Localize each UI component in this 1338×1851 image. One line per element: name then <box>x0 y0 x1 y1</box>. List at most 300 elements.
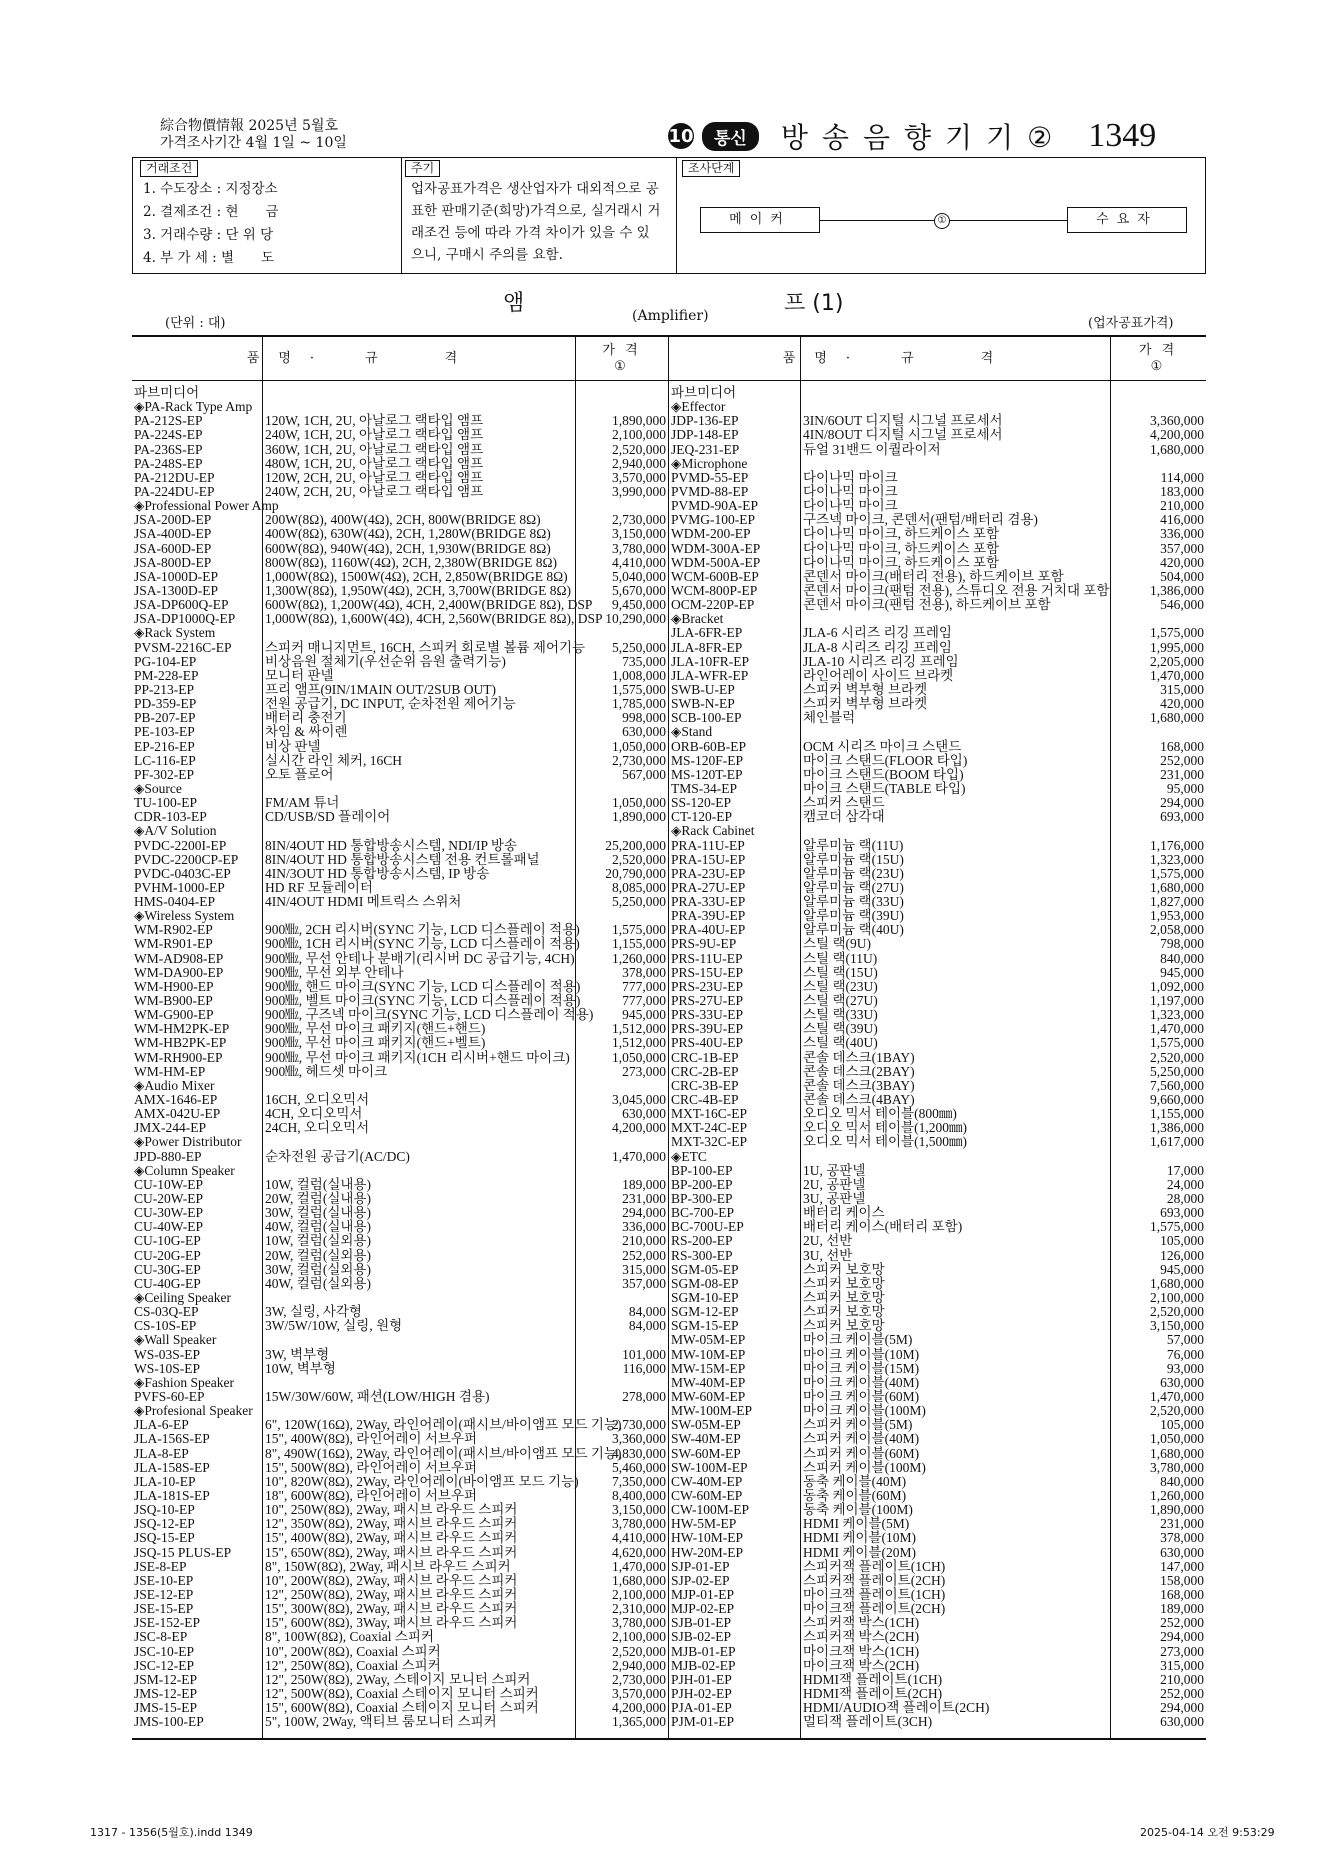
spec-cell: 마이크 케이블(60M) <box>803 1388 920 1404</box>
table-row <box>132 1178 668 1192</box>
category-row <box>669 824 1206 838</box>
spec-cell: 스피커잭 플레이트(1CH) <box>803 1558 946 1574</box>
table-row <box>132 513 668 527</box>
price-cell: 1,680,000 <box>1150 879 1204 895</box>
table-row <box>132 1475 668 1489</box>
price-cell: 5,250,000 <box>612 894 666 910</box>
table-row <box>669 895 1206 909</box>
spec-cell: 구즈넥 마이크, 콘덴서(팬텀/배터리 겸용) <box>803 512 1038 528</box>
table-row <box>132 1220 668 1234</box>
model-name: JSE-15-EP <box>134 1601 194 1617</box>
category-label: ◈Professional Power Amp <box>134 498 279 514</box>
model-name: CU-30W-EP <box>134 1205 203 1221</box>
price-cell: 315,000 <box>1160 1657 1204 1673</box>
model-name: PVMG-100-EP <box>671 512 756 528</box>
spec-cell: 콘솔 데스크(4BAY) <box>803 1092 915 1108</box>
trade-conditions-list <box>143 178 279 270</box>
model-name: MW-100M-EP <box>671 1403 752 1419</box>
model-name: BP-100-EP <box>671 1162 733 1178</box>
spec-cell: 비상음원 절체기(우선순위 음원 출력기능) <box>265 653 506 669</box>
price-cell: 5,670,000 <box>612 582 666 598</box>
category-label: ◈Source <box>134 780 182 796</box>
model-name: PJH-01-EP <box>671 1671 732 1687</box>
price-cell: 1,386,000 <box>1150 582 1204 598</box>
price-cell: 3,570,000 <box>612 469 666 485</box>
price-cell: 273,000 <box>622 1063 666 1079</box>
spec-cell: 프리 앰프(9IN/1MAIN OUT/2SUB OUT) <box>265 681 497 697</box>
table-row <box>669 1531 1206 1545</box>
model-name: WM-R902-EP <box>134 922 213 938</box>
table-row <box>669 598 1206 612</box>
model-name: SW-05M-EP <box>671 1417 741 1433</box>
price-cell: 3,045,000 <box>612 1092 666 1108</box>
table-row <box>669 853 1206 867</box>
spec-cell: 3W, 벽부형 <box>265 1346 330 1362</box>
table-row <box>132 1447 668 1461</box>
spec-cell: 12", 500W(8Ω), Coaxial 스테이지 모니터 스피커 <box>265 1685 539 1701</box>
model-name: CW-60M-EP <box>671 1487 743 1503</box>
spec-cell: 마이크 케이블(15M) <box>803 1360 920 1376</box>
price-cell: 1,050,000 <box>1150 1431 1204 1447</box>
spec-cell: 알루미늄 랙(23U) <box>803 865 904 881</box>
price-cell: 1,512,000 <box>612 1035 666 1051</box>
spec-cell: 배터리 충전기 <box>265 710 347 726</box>
price-cell: 231,000 <box>622 1191 666 1207</box>
model-name: CU-40W-EP <box>134 1219 203 1235</box>
price-cell: 1,575,000 <box>612 681 666 697</box>
section-badge: 통신 <box>702 122 759 151</box>
table-row <box>669 1404 1206 1418</box>
model-name: JSA-400D-EP <box>134 526 212 542</box>
table-row <box>669 839 1206 853</box>
model-name: SGM-08-EP <box>671 1275 739 1291</box>
table-row <box>669 1249 1206 1263</box>
spec-cell: 15", 400W(8Ω), 라인어레이 서브우퍼 <box>265 1431 478 1447</box>
spec-cell: 다이나믹 마이크, 하드케이스 포함 <box>803 526 1000 542</box>
table-row <box>132 1051 668 1065</box>
spec-cell: 알루미늄 랙(39U) <box>803 908 904 924</box>
model-name: MJB-02-EP <box>671 1657 736 1673</box>
spec-cell: 오토 플로어 <box>265 766 334 782</box>
model-name: CW-100M-EP <box>671 1502 750 1518</box>
model-name: JSA-1300D-EP <box>134 582 219 598</box>
table-row <box>669 952 1206 966</box>
spec-cell: 스피커 보호망 <box>803 1304 885 1320</box>
spec-cell: 800W(8Ω), 1160W(4Ω), 2CH, 2,380W(BRIDGE 8Ω) <box>265 554 558 570</box>
price-cell: 1,680,000 <box>1150 1445 1204 1461</box>
model-name: PVDC-0403C-EP <box>134 865 231 881</box>
table-row <box>132 655 668 669</box>
spec-cell: 20W, 컬럼(실내용) <box>265 1191 371 1207</box>
model-name: JSQ-15 PLUS-EP <box>134 1544 232 1560</box>
table-row <box>132 966 668 980</box>
price-cell: 2,100,000 <box>612 1586 666 1602</box>
table-row <box>669 1079 1206 1093</box>
table-row <box>669 1560 1206 1574</box>
price-cell: 546,000 <box>1160 597 1204 613</box>
price-cell: 630,000 <box>1160 1374 1204 1390</box>
table-row <box>132 1560 668 1574</box>
price-cell: 357,000 <box>622 1275 666 1291</box>
table-row <box>132 881 668 895</box>
model-name: JPD-880-EP <box>134 1148 202 1164</box>
model-name: CU-40G-EP <box>134 1275 201 1291</box>
spec-cell: 8IN/4OUT HD 통합방송시스템 전용 컨트롤패널 <box>265 851 540 867</box>
spec-cell: 스틸 랙(33U) <box>803 1007 878 1023</box>
model-name: OCM-220P-EP <box>671 597 755 613</box>
price-cell: 2,520,000 <box>1150 1403 1204 1419</box>
table-row <box>669 754 1206 768</box>
table-row <box>132 612 668 626</box>
model-name: PRS-40U-EP <box>671 1035 744 1051</box>
spec-cell: 15", 400W(8Ω), 2Way, 패시브 라우드 스피커 <box>265 1530 518 1546</box>
model-name: PRS-33U-EP <box>671 1007 744 1023</box>
category-label: ◈Fashion Speaker <box>134 1374 234 1390</box>
spec-cell: 스피커 보호망 <box>803 1275 885 1291</box>
table-row <box>132 1348 668 1362</box>
price-cell: 1,050,000 <box>612 795 666 811</box>
spec-cell: 마이크 스탠드(TABLE 타입) <box>803 780 966 796</box>
category-row <box>132 782 668 796</box>
model-name: JSE-12-EP <box>134 1586 194 1602</box>
table-row <box>669 1220 1206 1234</box>
model-name: SW-60M-EP <box>671 1445 741 1461</box>
category-row <box>132 1333 668 1347</box>
price-cell: 357,000 <box>1160 540 1204 556</box>
table-row <box>669 542 1206 556</box>
spec-cell: HDMI 케이블(10M) <box>803 1530 916 1546</box>
price-cell: 210,000 <box>1160 1671 1204 1687</box>
table-row <box>132 1362 668 1376</box>
section-header <box>668 116 1156 156</box>
spec-cell: 스피커 케이블(100M) <box>803 1459 926 1475</box>
table-row <box>669 683 1206 697</box>
model-name: RS-300-EP <box>671 1247 733 1263</box>
price-cell: 1,890,000 <box>1150 1502 1204 1518</box>
model-name: PP-213-EP <box>134 681 195 697</box>
spec-cell: 다이나믹 마이크 <box>803 469 898 485</box>
table-row <box>669 1234 1206 1248</box>
price-type-label: (업자공표가격) <box>1088 316 1174 331</box>
spec-cell: 4CH, 오디오믹서 <box>265 1106 363 1122</box>
table-row <box>132 584 668 598</box>
table-row <box>132 542 668 556</box>
model-name: PRA-33U-EP <box>671 894 746 910</box>
table-row <box>132 1546 668 1560</box>
model-name: MJB-01-EP <box>671 1643 736 1659</box>
model-name: WM-HM2PK-EP <box>134 1021 230 1037</box>
model-name: SCB-100-EP <box>671 710 742 726</box>
model-name: PF-302-EP <box>134 766 195 782</box>
spec-cell: 듀얼 31밴드 이퀄라이저 <box>803 441 941 457</box>
model-name: SW-40M-EP <box>671 1431 741 1447</box>
price-cell: 3,780,000 <box>612 540 666 556</box>
spec-cell: 1,300W(8Ω), 1,950W(4Ω), 2CH, 3,700W(BRIDGE 8Ω) <box>265 582 572 598</box>
note-section <box>401 158 677 273</box>
price-cell: 3,150,000 <box>612 1502 666 1518</box>
spec-cell: 30W, 컬럼(실외용) <box>265 1261 371 1277</box>
spec-cell: 900㎒, 헤드셋 마이크 <box>265 1063 388 1079</box>
page-number: 1349 <box>1088 117 1157 154</box>
table-row <box>669 782 1206 796</box>
table-row <box>132 980 668 994</box>
category-label: ◈Effector <box>671 399 726 415</box>
table-row <box>132 725 668 739</box>
spec-cell: 스틸 랙(39U) <box>803 1021 878 1037</box>
price-cell: 2,730,000 <box>612 512 666 528</box>
price-cell: 4,200,000 <box>612 1120 666 1136</box>
spec-cell: 콘솔 데스크(2BAY) <box>803 1063 915 1079</box>
table-row <box>669 655 1206 669</box>
spec-cell: 15", 650W(8Ω), 2Way, 패시브 라우드 스피커 <box>265 1544 518 1560</box>
table-row <box>669 527 1206 541</box>
price-cell: 3,360,000 <box>1150 413 1204 429</box>
price-cell: 5,250,000 <box>1150 1063 1204 1079</box>
spec-cell: 오디오 믹서 테이블(800㎜) <box>803 1106 957 1122</box>
model-name: JSM-12-EP <box>134 1671 198 1687</box>
price-cell: 1,197,000 <box>1150 993 1204 1009</box>
model-name: JMS-100-EP <box>134 1714 204 1730</box>
price-cell: 76,000 <box>1166 1346 1204 1362</box>
price-cell: 17,000 <box>1166 1162 1204 1178</box>
model-name: CU-30G-EP <box>134 1261 201 1277</box>
survey-stage-label: 조사단계 <box>682 160 740 177</box>
category-row <box>132 499 668 513</box>
price-cell: 840,000 <box>1160 950 1204 966</box>
category-row <box>669 386 1206 400</box>
table-row <box>669 1065 1206 1079</box>
price-cell: 2,520,000 <box>1150 1049 1204 1065</box>
table-row <box>132 1150 668 1164</box>
spec-cell: 8", 490W(16Ω), 2Way, 라인어레이(패시브/바이앰프 모드 기능) <box>265 1445 622 1461</box>
model-name: JLA-6FR-EP <box>671 625 743 641</box>
table-row <box>669 1164 1206 1178</box>
model-name: MXT-16C-EP <box>671 1106 748 1122</box>
price-cell: 1,680,000 <box>612 1572 666 1588</box>
model-name: JSA-DP1000Q-EP <box>134 611 236 627</box>
category-row <box>132 824 668 838</box>
model-name: PRS-39U-EP <box>671 1021 744 1037</box>
spec-cell: 600W(8Ω), 1,200W(4Ω), 4CH, 2,400W(BRIDGE 8Ω), DSP <box>265 597 593 613</box>
spec-cell: 40W, 컬럼(실내용) <box>265 1219 371 1235</box>
table-row <box>132 1107 668 1121</box>
price-cell: 1,470,000 <box>612 1148 666 1164</box>
spec-cell: 실시간 라인 체커, 16CH <box>265 752 403 768</box>
trade-conditions <box>133 158 402 273</box>
price-cell: 630,000 <box>1160 1544 1204 1560</box>
table-row <box>132 1673 668 1687</box>
spec-cell: 2U, 선반 <box>803 1233 853 1249</box>
model-name: JSA-1000D-EP <box>134 568 219 584</box>
model-name: PRS-15U-EP <box>671 964 744 980</box>
spec-cell: 30W, 컬럼(실내용) <box>265 1205 371 1221</box>
spec-cell: 120W, 1CH, 2U, 아날로그 랙타입 앰프 <box>265 413 484 429</box>
spec-cell: FM/AM 튜너 <box>265 795 340 811</box>
spec-cell: HDMI 케이블(20M) <box>803 1544 916 1560</box>
table-row <box>132 1277 668 1291</box>
price-header-sub: ① <box>614 358 629 374</box>
price-cell: 7,350,000 <box>612 1473 666 1489</box>
table-row <box>669 584 1206 598</box>
price-cell: 158,000 <box>1160 1572 1204 1588</box>
price-cell: 945,000 <box>622 1007 666 1023</box>
price-cell: 8,400,000 <box>612 1487 666 1503</box>
model-name: SWB-U-EP <box>671 681 735 697</box>
price-cell: 2,520,000 <box>612 441 666 457</box>
spec-cell: 스피커 매니지먼트, 16CH, 스피커 회로별 볼륨 제어기능 <box>265 639 586 655</box>
price-cell: 252,000 <box>1160 1615 1204 1631</box>
price-cell: 504,000 <box>1160 568 1204 584</box>
table-row <box>669 1461 1206 1475</box>
model-name: CU-20W-EP <box>134 1191 203 1207</box>
category-label: ◈Microphone <box>671 455 748 471</box>
trade-condition-item: 1. 수도장소 : 지정장소 <box>143 181 278 197</box>
price-cell: 1,575,000 <box>1150 1035 1204 1051</box>
spec-cell: 다이나믹 마이크 <box>803 498 898 514</box>
model-name: WDM-500A-EP <box>671 554 761 570</box>
column-header-price <box>1110 337 1206 380</box>
table-row <box>669 1362 1206 1376</box>
spec-cell: 3W, 실링, 사각형 <box>265 1304 362 1320</box>
price-cell: 420,000 <box>1160 554 1204 570</box>
spec-cell: 4IN/8OUT 디지털 시그널 프로세서 <box>803 427 1003 443</box>
price-cell: 336,000 <box>1160 526 1204 542</box>
price-cell: 1,512,000 <box>612 1021 666 1037</box>
table-row <box>132 598 668 612</box>
spec-cell: 스피커 보호망 <box>803 1261 885 1277</box>
model-name: PRS-27U-EP <box>671 993 744 1009</box>
spec-cell: 6", 120W(16Ω), 2Way, 라인어레이(패시브/바이앰프 모드 기능) <box>265 1417 622 1433</box>
spec-cell: 스피커잭 플레이트(2CH) <box>803 1572 946 1588</box>
price-cell: 2,100,000 <box>612 1629 666 1645</box>
spec-cell: 콘덴서 마이크(팬텀 전용), 스튜디오 전용 거치대 포함 <box>803 582 1110 598</box>
table-row <box>669 980 1206 994</box>
table-row <box>669 1715 1206 1729</box>
note-text: 업자공표가격은 생산업자가 대외적으로 공표한 판매기준(희망)가격으로, 실거래시 거래조건 등에 따라 가격 차이가 있을 수 있으니, 구매시 주의를 요함. <box>411 181 661 263</box>
spec-cell: 비상 판넬 <box>265 738 321 754</box>
price-cell: 93,000 <box>1166 1360 1204 1376</box>
table-row <box>132 527 668 541</box>
model-name: CU-20G-EP <box>134 1247 201 1263</box>
table-row <box>669 937 1206 951</box>
table-row <box>669 669 1206 683</box>
model-name: WCM-800P-EP <box>671 582 758 598</box>
spec-cell: 900㎒, 2CH 리시버(SYNC 기능, LCD 디스플레이 적용) <box>265 922 580 938</box>
section-title-right: 프 (1) <box>784 291 844 316</box>
price-cell: 777,000 <box>622 978 666 994</box>
table-row <box>669 1008 1206 1022</box>
table-row <box>669 711 1206 725</box>
spec-cell: 360W, 1CH, 2U, 아날로그 랙타입 앰프 <box>265 441 484 457</box>
table-row <box>669 966 1206 980</box>
model-name: PE-103-EP <box>134 724 195 740</box>
spec-cell: 스피커 케이블(60M) <box>803 1445 920 1461</box>
price-cell: 2,520,000 <box>612 1643 666 1659</box>
spec-cell: 체인블럭 <box>803 710 856 726</box>
table-row <box>669 1305 1206 1319</box>
model-name: JLA-10-EP <box>134 1473 196 1489</box>
model-name: WDM-300A-EP <box>671 540 761 556</box>
model-name: MXT-24C-EP <box>671 1120 748 1136</box>
spec-cell: 스피커 케이블(40M) <box>803 1431 920 1447</box>
spec-cell: 스틸 랙(15U) <box>803 964 878 980</box>
section-number: 10 <box>668 123 694 149</box>
table-row <box>132 1234 668 1248</box>
spec-cell: 15", 600W(8Ω), Coaxial 스테이지 모니터 스피커 <box>265 1700 539 1716</box>
model-name: CRC-4B-EP <box>671 1092 739 1108</box>
category-label: ◈Profesional Speaker <box>134 1403 253 1419</box>
spec-cell: HD RF 모듈레이터 <box>265 879 373 895</box>
model-name: WS-10S-EP <box>134 1360 201 1376</box>
price-cell: 1,575,000 <box>1150 625 1204 641</box>
price-cell: 105,000 <box>1160 1417 1204 1433</box>
spec-cell: 다이나믹 마이크, 하드케이스 포함 <box>803 540 1000 556</box>
price-cell: 1,260,000 <box>612 950 666 966</box>
category-label: ◈A/V Solution <box>134 823 217 839</box>
category-row <box>132 1376 668 1390</box>
price-table <box>132 335 1206 1740</box>
model-name: BC-700U-EP <box>671 1219 744 1235</box>
model-name: BP-200-EP <box>671 1176 733 1192</box>
price-cell: 210,000 <box>1160 498 1204 514</box>
model-name: MW-10M-EP <box>671 1346 746 1362</box>
model-name: CW-40M-EP <box>671 1473 743 1489</box>
model-name: PA-236S-EP <box>134 441 203 457</box>
table-row <box>669 1263 1206 1277</box>
price-cell: 7,560,000 <box>1150 1077 1204 1093</box>
price-cell: 1,155,000 <box>612 936 666 952</box>
table-row <box>132 428 668 442</box>
table-row <box>669 1503 1206 1517</box>
model-name: PRA-40U-EP <box>671 922 746 938</box>
spec-cell: 1U, 공판넬 <box>803 1162 866 1178</box>
trade-condition-item: 4. 부 가 세 : 별 도 <box>143 250 275 266</box>
spec-cell: 240W, 2CH, 2U, 아날로그 랙타입 앰프 <box>265 483 484 499</box>
model-name: TMS-34-EP <box>671 780 738 796</box>
model-name: PVSM-2216C-EP <box>134 639 232 655</box>
spec-cell: 모니터 판넬 <box>265 667 334 683</box>
footer-file: 1317 - 1356(5월호).indd 1349 <box>90 1826 253 1839</box>
price-cell: 3,360,000 <box>612 1431 666 1447</box>
price-cell: 3,780,000 <box>612 1615 666 1631</box>
price-cell: 1,323,000 <box>1150 1007 1204 1023</box>
model-name: WM-HB2PK-EP <box>134 1035 227 1051</box>
spec-cell: 배터리 케이스 <box>803 1205 885 1221</box>
table-row <box>132 1630 668 1644</box>
publication-title: 綜合物價情報 2025년 5월호 <box>160 118 339 134</box>
model-name: JEQ-231-EP <box>671 441 740 457</box>
spec-cell: 콘솔 데스크(1BAY) <box>803 1049 915 1065</box>
table-row <box>132 937 668 951</box>
model-name: SWB-N-EP <box>671 696 735 712</box>
price-cell: 84,000 <box>628 1304 666 1320</box>
model-name: JDP-148-EP <box>671 427 739 443</box>
model-name: PRS-23U-EP <box>671 978 744 994</box>
table-row <box>669 1348 1206 1362</box>
spec-cell: 480W, 1CH, 2U, 아날로그 랙타입 앰프 <box>265 455 484 471</box>
table-row <box>669 1036 1206 1050</box>
spec-cell: 3IN/6OUT 디지털 시그널 프로세서 <box>803 413 1003 429</box>
spec-cell: 스틸 랙(23U) <box>803 978 878 994</box>
model-name: JMX-244-EP <box>134 1120 207 1136</box>
spec-cell: HDMI/AUDIO잭 플레이트(2CH) <box>803 1700 990 1716</box>
model-name: JSE-152-EP <box>134 1615 201 1631</box>
spec-cell: 차임 & 싸이렌 <box>265 724 348 740</box>
price-cell: 1,092,000 <box>1150 978 1204 994</box>
price-cell: 945,000 <box>1160 964 1204 980</box>
price-cell: 315,000 <box>622 1261 666 1277</box>
model-name: PVDC-2200CP-EP <box>134 851 239 867</box>
